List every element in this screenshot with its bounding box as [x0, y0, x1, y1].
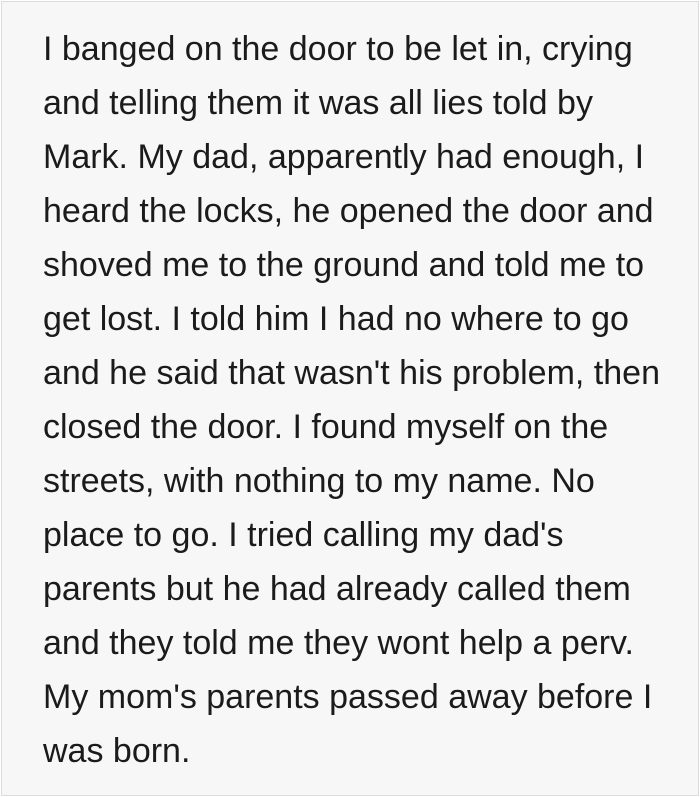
text-line: shoved me to the ground and told me to	[43, 246, 645, 284]
text-line: and telling them it was all lies told by	[43, 84, 593, 122]
text-line: I banged on the door to be let in, crying	[43, 30, 633, 68]
text-line: was born.	[43, 732, 191, 770]
post-text	[2, 2, 698, 778]
text-line: place to go. I tried calling my dad's	[43, 516, 564, 554]
text-line: My mom's parents passed away before I	[43, 678, 653, 716]
text-line: and they told me they wont help a perv.	[43, 624, 634, 662]
text-line: streets, with nothing to my name. No	[43, 462, 595, 500]
text-line: and he said that wasn't his problem, then	[43, 354, 660, 392]
text-line: parents but he had already called them	[43, 570, 631, 608]
text-line: heard the locks, he opened the door and	[43, 192, 654, 230]
text-line: Mark. My dad, apparently had enough, I	[43, 138, 645, 176]
text-line: get lost. I told him I had no where to go	[43, 300, 629, 338]
post-card	[1, 1, 699, 796]
text-line: closed the door. I found myself on the	[43, 408, 609, 446]
